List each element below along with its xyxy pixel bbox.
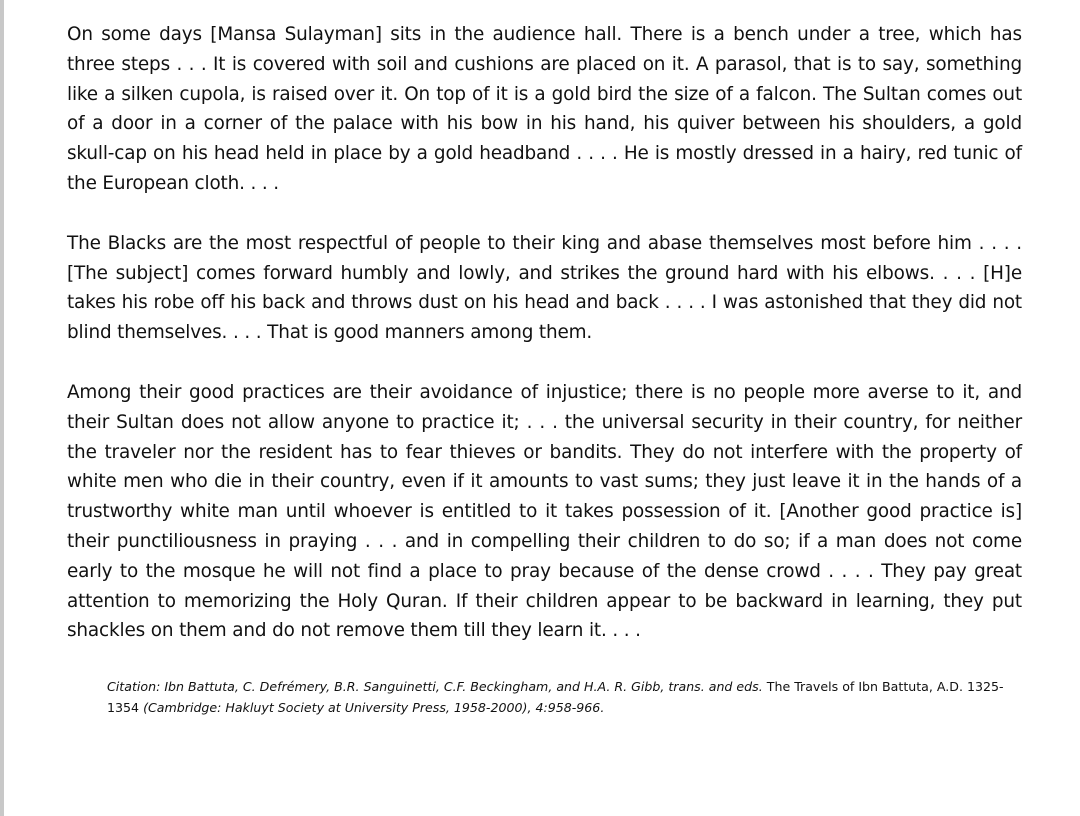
citation-prefix: Citation: Ibn Battuta, C. Defrémery, B.R. Sanguinetti, C.F. Beckingham, and H.A. R. Gibb, trans. and eds. — [107, 679, 763, 695]
citation — [107, 676, 1017, 718]
page-left-edge — [0, 0, 4, 816]
paragraph-respect-to-king: The Blacks are the most respectful of people to their king and abase themselves most before him . . . . [The subject] comes forward humbly and lowly, and strikes the ground hard with his elbows. . . . [H]e takes his robe off his back and throws dust on his head and back . . . . I was astonished that they did not blind themselves. . . . That is good manners among them. — [67, 232, 1022, 344]
citation-title: The Travels of Ibn Battuta, A.D. 1325-1354 — [107, 679, 1004, 716]
document-body — [67, 20, 1022, 718]
citation-suffix: (Cambridge: Hakluyt Society at University Press, 1958-2000), 4:958-966. — [143, 700, 605, 716]
paragraph-audience-hall: On some days [Mansa Sulayman] sits in the audience hall. There is a bench under a tree, which has three steps . . . It is covered with soil and cushions are placed on it. A parasol, that is to say, something like a silken cupola, is raised over it. On top of it is a gold bird the size of a falcon. The Sultan comes out of a door in a corner of the palace with his bow in his hand, his quiver between his shoulders, a gold skull-cap on his head held in place by a gold headband . . . . He is mostly dressed in a hairy, red tunic of the European cloth. . . . — [67, 24, 1022, 194]
paragraph-good-practices: Among their good practices are their avoidance of injustice; there is no people more averse to it, and their Sultan does not allow anyone to practice it; . . . the universal security in their country, for neither the traveler nor the resident has to fear thieves or bandits. They do not interfere with the property of white men who die in their country, even if it amounts to vast sums; they just leave it in the hands of a trustworthy white man until whoever is entitled to it takes possession of it. [Another good practice is] their punctiliousness in praying . . . and in compelling their children to do so; if a man does not come early to the mosque he will not find a place to pray because of the dense crowd . . . . They pay great attention to memorizing the Holy Quran. If their children appear to be backward in learning, they put shackles on them and do not remove them till they learn it. . . . — [67, 381, 1022, 642]
